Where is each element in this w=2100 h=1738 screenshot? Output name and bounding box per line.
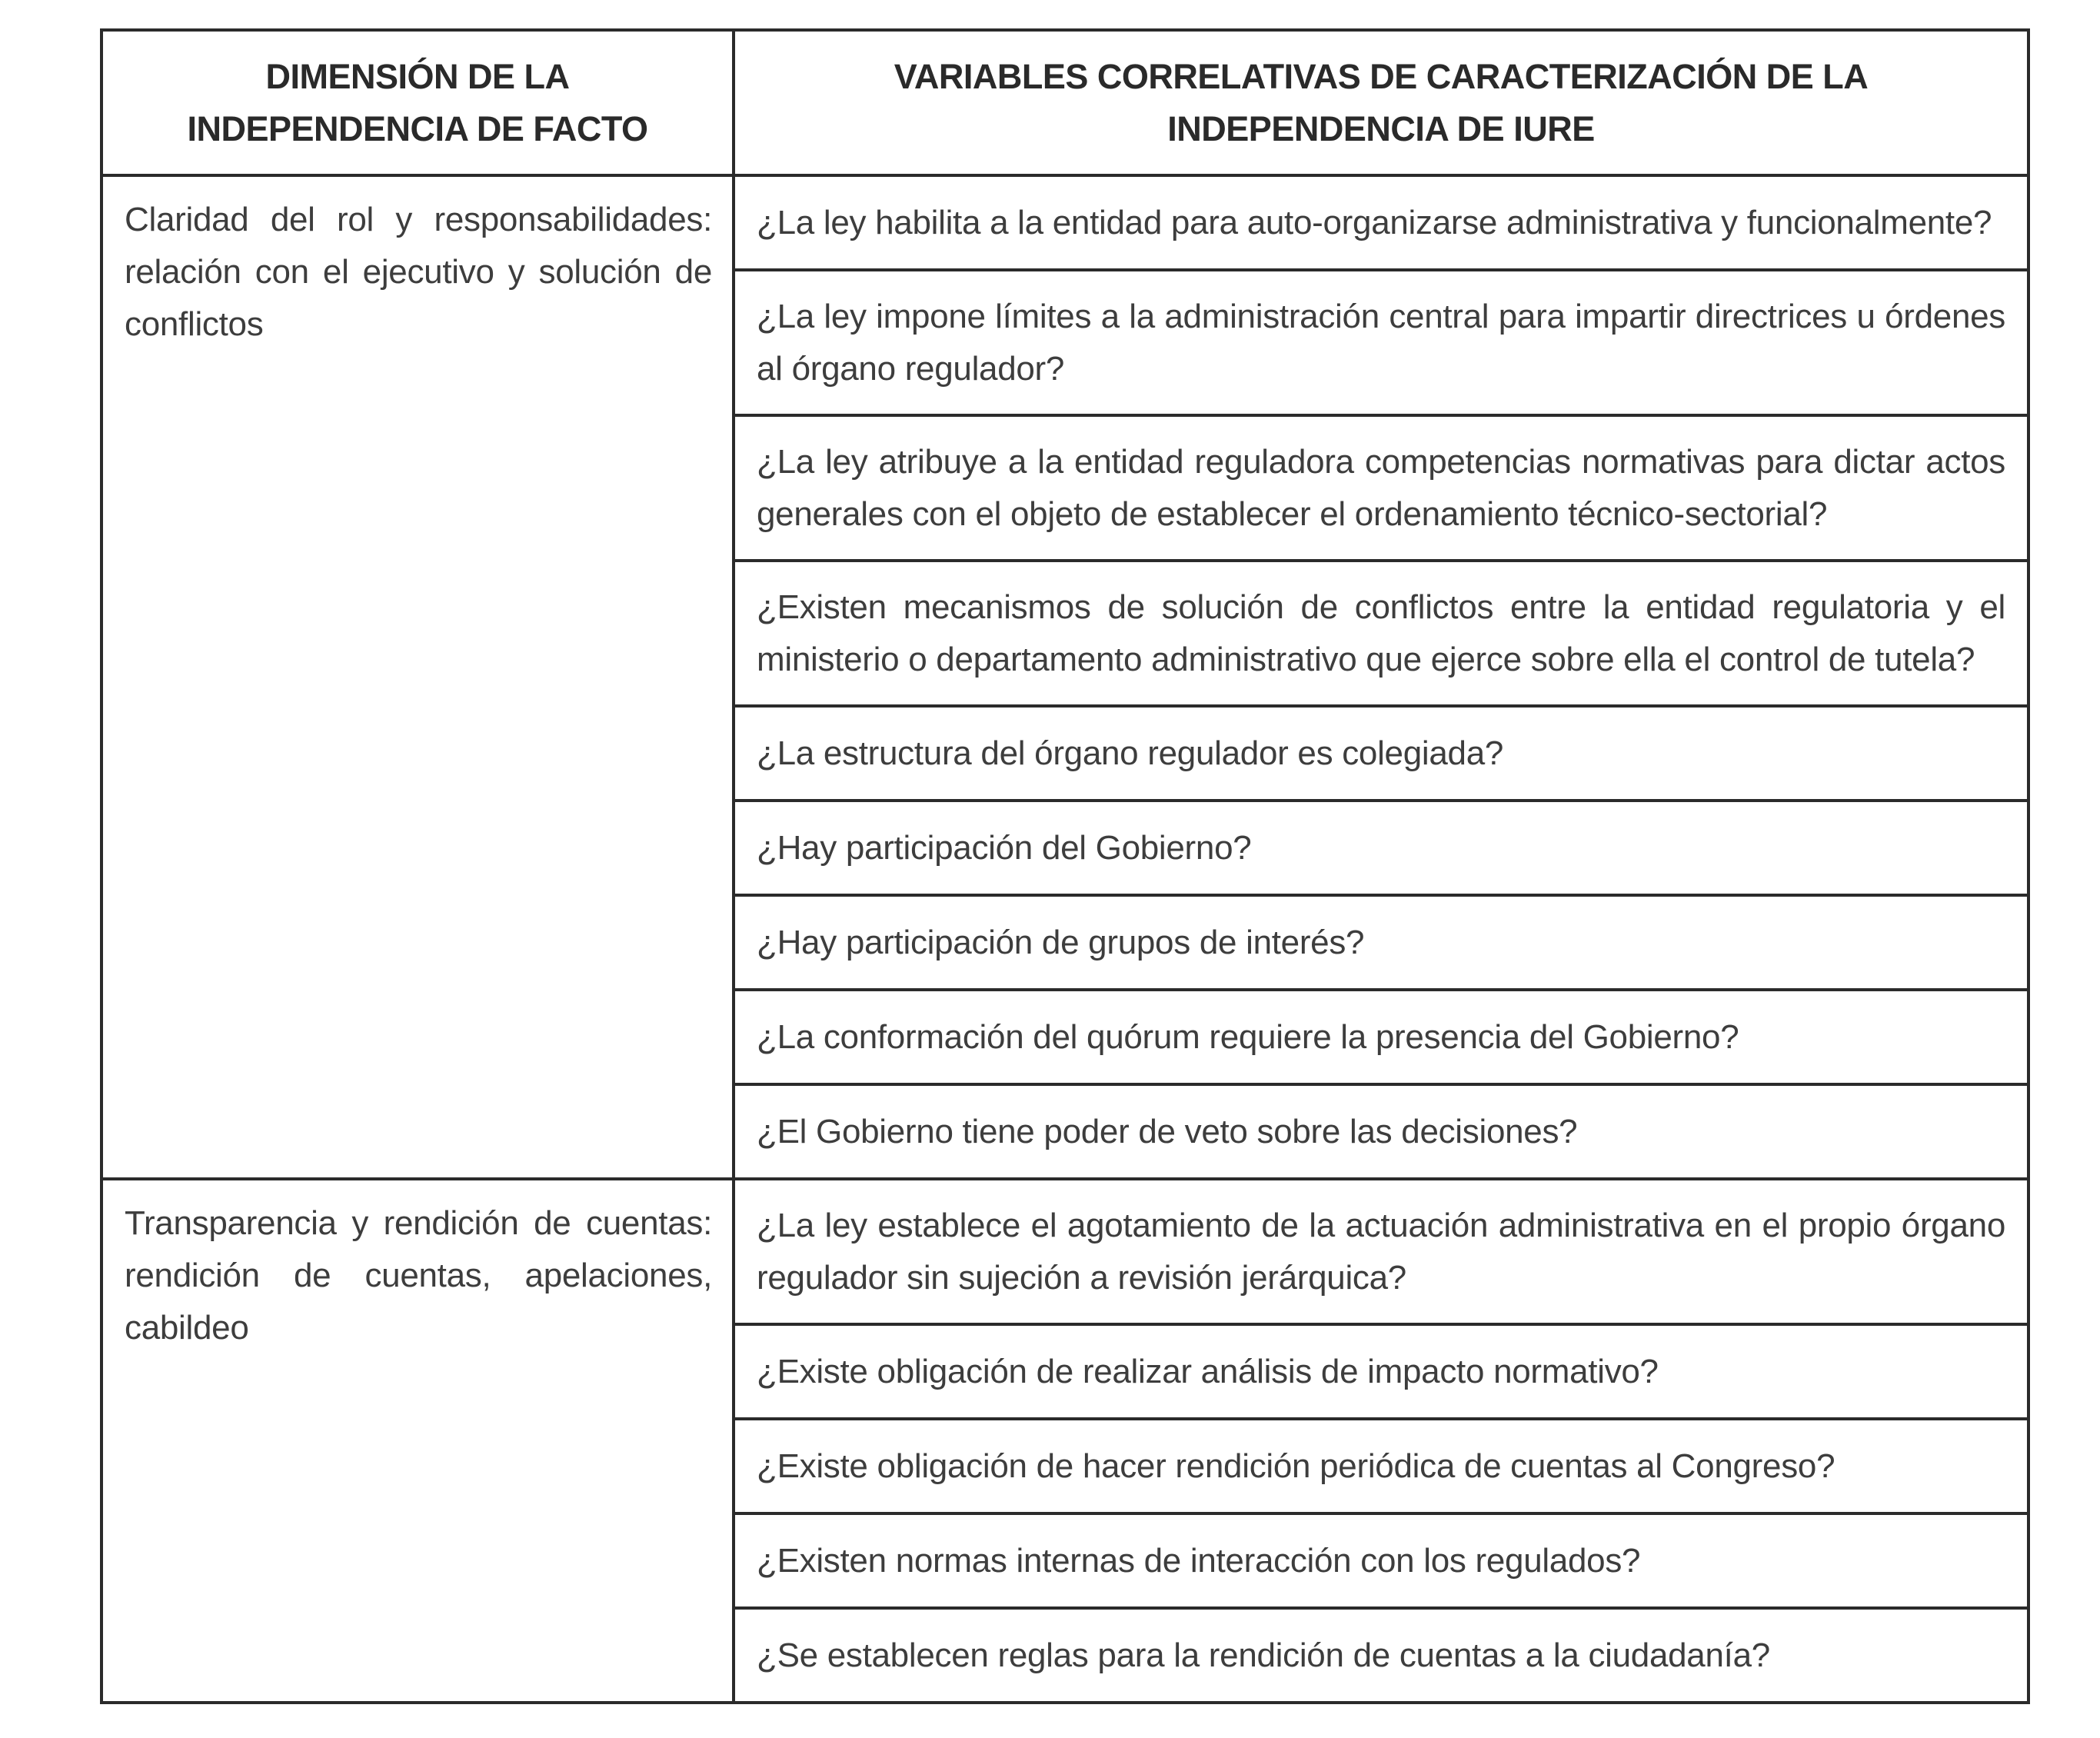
dimension-cell-role-clarity: Claridad del rol y responsabilidades: relación con el ejecutivo y solución de conflictos <box>102 175 734 1179</box>
header-variables: VARIABLES CORRELATIVAS DE CARACTERIZACIÓN DE LA INDEPENDENCIA DE IURE <box>734 30 2028 175</box>
variable-cell: ¿La ley impone límites a la administración central para impartir directrices u órdenes al órgano regulador? <box>734 270 2028 415</box>
variable-cell: ¿Existen normas internas de interacción con los regulados? <box>734 1513 2028 1608</box>
variable-cell: ¿La ley atribuye a la entidad reguladora competencias normativas para dictar actos generales con el objeto de establecer el ordenamiento técnico-sectorial? <box>734 415 2028 561</box>
variable-cell: ¿Hay participación de grupos de interés? <box>734 895 2028 990</box>
variable-cell: ¿El Gobierno tiene poder de veto sobre las decisiones? <box>734 1084 2028 1179</box>
variable-cell: ¿Se establecen reglas para la rendición de cuentas a la ciudadanía? <box>734 1608 2028 1703</box>
variable-cell: ¿Hay participación del Gobierno? <box>734 801 2028 895</box>
table-row <box>102 175 2028 270</box>
variable-cell: ¿Existen mecanismos de solución de conflictos entre la entidad regulatoria y el ministerio o departamento administrativo que ejerce sobre ella el control de tutela? <box>734 561 2028 706</box>
header-dimension: DIMENSIÓN DE LA INDEPENDENCIA DE FACTO <box>102 30 734 175</box>
independence-table <box>100 28 2030 1704</box>
table-header-row <box>102 30 2028 175</box>
table-row <box>102 1179 2028 1324</box>
variable-cell: ¿La conformación del quórum requiere la presencia del Gobierno? <box>734 990 2028 1084</box>
variable-cell: ¿La ley establece el agotamiento de la actuación administrativa en el propio órgano regulador sin sujeción a revisión jerárquica? <box>734 1179 2028 1324</box>
variable-cell: ¿Existe obligación de realizar análisis de impacto normativo? <box>734 1324 2028 1419</box>
variable-cell: ¿Existe obligación de hacer rendición periódica de cuentas al Congreso? <box>734 1419 2028 1513</box>
dimension-cell-transparency: Transparencia y rendición de cuentas: rendición de cuentas, apelaciones, cabildeo <box>102 1179 734 1703</box>
variable-cell: ¿La estructura del órgano regulador es colegiada? <box>734 706 2028 801</box>
variable-cell: ¿La ley habilita a la entidad para auto-organizarse administrativa y funcionalmente? <box>734 175 2028 270</box>
